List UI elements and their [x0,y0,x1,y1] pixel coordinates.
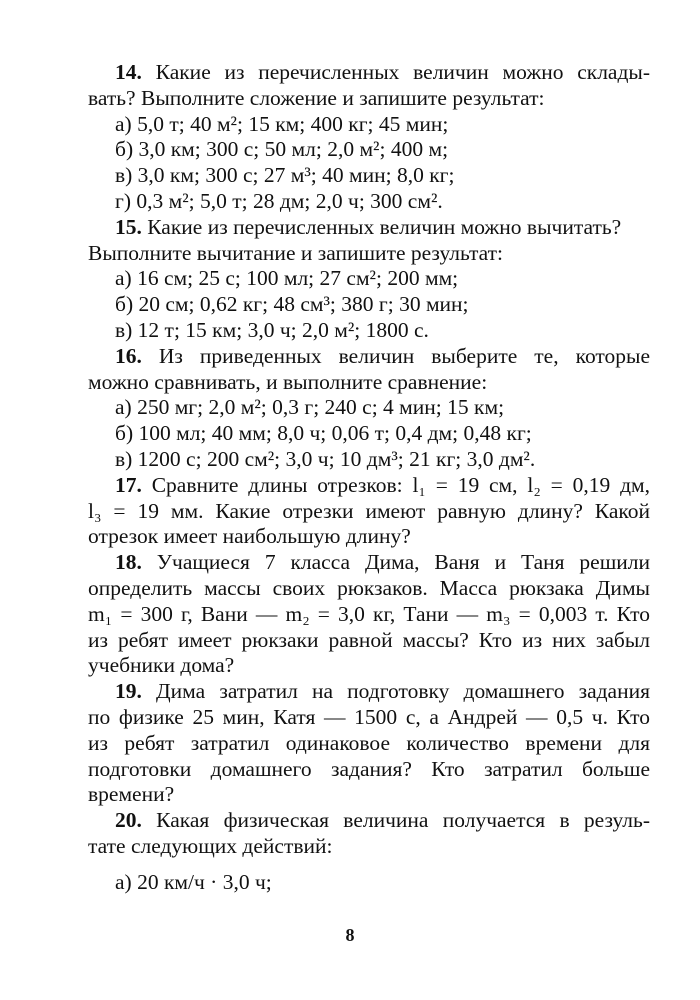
problem-14-line-1 [88,60,650,86]
problem-15-text-1: Какие из перечисленных величин можно вычитать? [147,214,622,239]
problem-16-option-b: б) 100 мл; 40 мм; 8,0 ч; 0,06 т; 0,4 дм; 0,48 кг; [115,421,532,446]
problem-16-option-a: а) 250 мг; 2,0 м²; 0,3 г; 240 с; 4 мин; 15 км; [115,395,505,420]
problem-15-option-c: в) 12 т; 15 км; 3,0 ч; 2,0 м²; 1800 с. [115,317,429,342]
problem-18-line-3: m₁ = 300 г, Вани — m₂ = 3,0 кг, Тани — m₃ = 0,003 т. Кто [88,601,650,626]
problem-16-line-2: можно сравнивать, и выполните сравнение: [88,369,488,394]
problem-14 [88,60,650,215]
problem-14-option-b: б) 3,0 км; 300 с; 50 мл; 2,0 м²; 400 м; [115,137,449,162]
problem-18-text-1: Учащиеся 7 класса Дима, Ваня и Таня решили [156,550,651,575]
problem-15-line-1 [88,215,650,241]
problem-20 [88,808,650,895]
problem-17-line-1 [88,473,650,499]
problem-17 [88,473,650,550]
problem-19-text-1: Дима затратил на подготовку домашнего задания [156,679,650,704]
problem-18-line-4: из ребят имеет рюкзаки равной массы? Кто из них забыл [88,627,650,652]
problem-15-number: 15. [115,214,142,239]
problem-14-option-a: а) 5,0 т; 40 м²; 15 км; 400 кг; 45 мин; [115,111,449,136]
problem-17-number: 17. [115,472,142,497]
page-number: 8 [345,925,355,945]
problem-14-option-c: в) 3,0 км; 300 с; 27 м³; 40 мин; 8,0 кг; [115,163,455,188]
problem-14-text-1: Какие из перечисленных величин можно склады- [155,60,651,84]
problem-15-line-2: Выполните вычитание и запишите результат: [88,240,504,265]
problem-15-option-b: б) 20 см; 0,62 кг; 48 см³; 380 г; 30 мин; [115,292,469,317]
problem-15 [88,215,650,344]
problem-19-line-3: из ребят затратил одинаковое количество времени для [88,730,650,755]
problem-19-number: 19. [115,679,142,704]
problem-18-number: 18. [115,550,142,575]
problem-17-line-3: отрезок имеет наибольшую длину? [88,524,411,549]
problem-14-line-2: вать? Выполните сложение и запишите результат: [88,85,545,110]
problem-15-option-a: а) 16 см; 25 с; 100 мл; 27 см²; 200 мм; [115,266,459,291]
problem-16-line-1 [88,344,650,370]
problem-14-option-d: г) 0,3 м²; 5,0 т; 28 дм; 2,0 ч; 300 см². [115,188,443,213]
problem-14-number: 14. [115,60,142,84]
problem-20-text-1: Какая физическая величина получается в резуль- [156,808,650,833]
page-content [88,60,650,896]
problem-19-line-2: по физике 25 мин, Катя — 1500 с, а Андрей — 0,5 ч. Кто [88,704,650,729]
problem-19 [88,679,650,808]
problem-18-line-2: определить массы своих рюкзаков. Масса рюкзака Димы [88,575,650,600]
problem-16-number: 16. [115,343,142,368]
problem-19-line-1 [88,679,650,705]
problem-17-line-2: l₃ = 19 мм. Какие отрезки имеют равную длину? Какой [88,498,650,523]
problem-20-option-a: а) 20 км/ч · 3,0 ч; [115,869,272,894]
problem-19-line-5: времени? [88,782,175,807]
problem-16 [88,344,650,473]
problem-18-line-5: учебники дома? [88,653,235,678]
problem-20-line-2: тате следующих действий: [88,833,333,858]
problem-16-text-1: Из приведенных величин выберите те, которые [158,343,651,368]
problem-20-line-1 [88,808,650,834]
problem-16-option-c: в) 1200 с; 200 см²; 3,0 ч; 10 дм³; 21 кг; 3,0 дм². [115,446,536,471]
problem-18 [88,550,650,679]
problem-18-line-1 [88,550,650,576]
problem-19-line-4: подготовки домашнего задания? Кто затратил больше [88,756,650,781]
problem-20-number: 20. [115,808,142,833]
problem-17-text-1: Сравните длины отрезков: l₁ = 19 см, l₂ = 0,19 дм, [151,472,650,497]
